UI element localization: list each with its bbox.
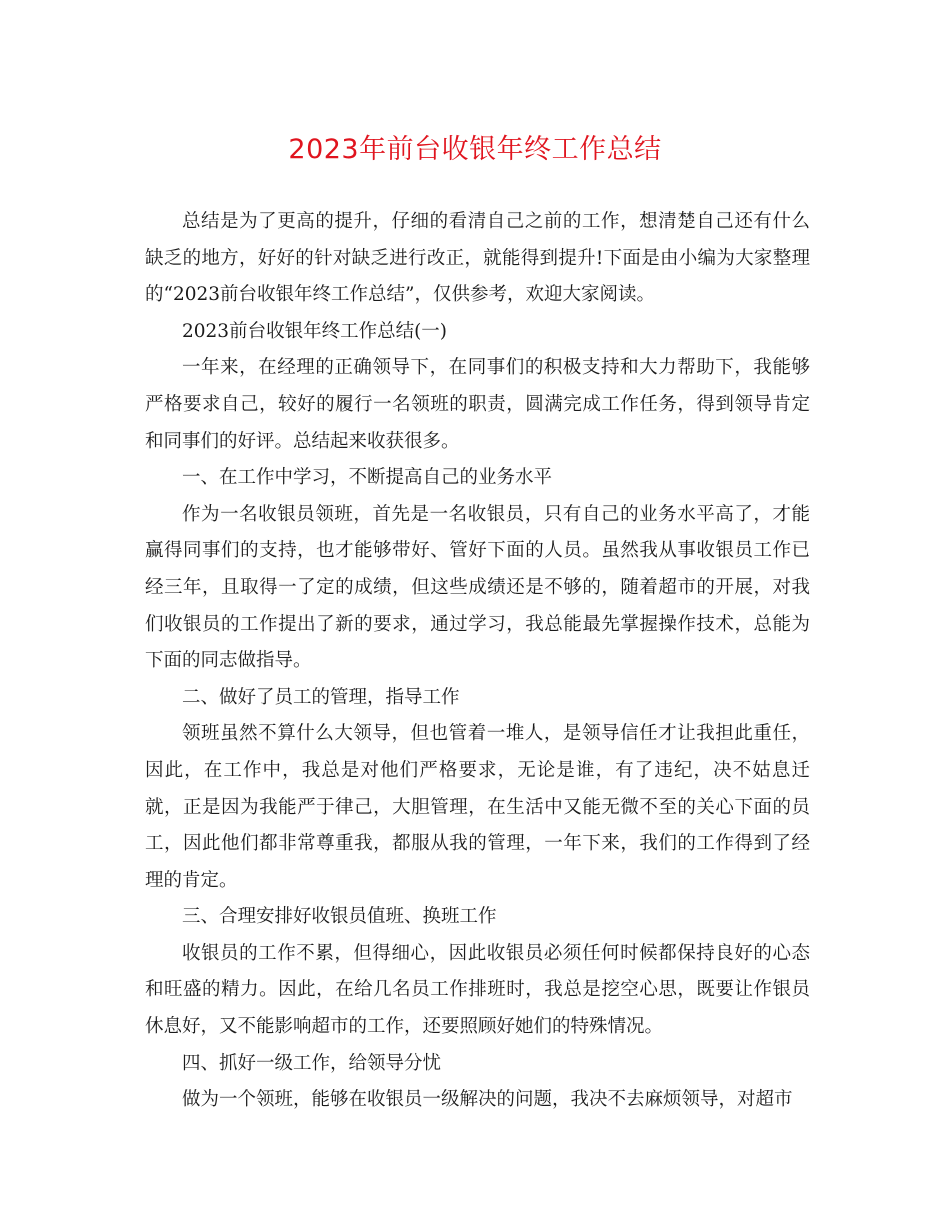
document-body	[145, 204, 810, 1119]
section-heading-1: 一、在工作中学习，不断提高自己的业务水平	[182, 467, 553, 489]
paragraph-intro: 总结是为了更高的提升，仔细的看清自己之前的工作，想清楚自己还有什么缺乏的地方，好好的针对缺乏进行改正，就能得到提升!下面是由小编为大家整理的“2023前台收银年终工作总结”，仅供参考，欢迎大家阅读。	[145, 211, 810, 306]
section-heading-3: 三、合理安排好收银员值班、换班工作	[182, 906, 497, 928]
paragraph-section-3: 收银员的工作不累，但得细心，因此收银员必须任何时候都保持良好的心态和旺盛的精力。因此，在给几名员工作排班时，我总是挖空心思，既要让作银员休息好，又不能影响超市的工作，还要照顾好她们的特殊情况。	[145, 942, 810, 1038]
paragraph-section-1: 作为一名收银员领班，首先是一名收银员，只有自己的业务水平高了，才能赢得同事们的支持，也才能够带好、管好下面的人员。虽然我从事收银员工作已经三年，且取得一了定的成绩，但这些成绩还是不够的，随着超市的开展，对我们收银员的工作提出了新的要求，通过学习，我总能最先掌握操作技术，总能为下面的同志做指导。	[145, 503, 810, 672]
paragraph-section-2: 领班虽然不算什么大领导，但也管着一堆人，是领导信任才让我担此重任，因此，在工作中，我总是对他们严格要求，无论是谁，有了违纪，决不姑息迁就，正是因为我能严于律己，大胆管理，在生活中又能无微不至的关心下面的员工，因此他们都非常尊重我，都服从我的管理，一年下来，我们的工作得到了经理的肯定。	[145, 723, 810, 891]
document-title: 2023年前台收银年终工作总结	[288, 134, 662, 165]
section-heading-part-one: 2023前台收银年终工作总结(一)	[182, 320, 448, 342]
paragraph-overview: 一年来，在经理的正确领导下，在同事们的积极支持和大力帮助下，我能够严格要求自己，较好的履行一名领班的职责，圆满完成工作任务，得到领导肯定和同事们的好评。总结起来收获很多。	[145, 357, 810, 452]
paragraph-section-4: 做为一个领班，能够在收银员一级解决的问题，我决不去麻烦领导，对超市	[182, 1089, 793, 1111]
section-heading-4: 四、抓好一级工作，给领导分忧	[182, 1052, 442, 1074]
section-heading-2: 二、做好了员工的管理，指导工作	[182, 686, 460, 708]
